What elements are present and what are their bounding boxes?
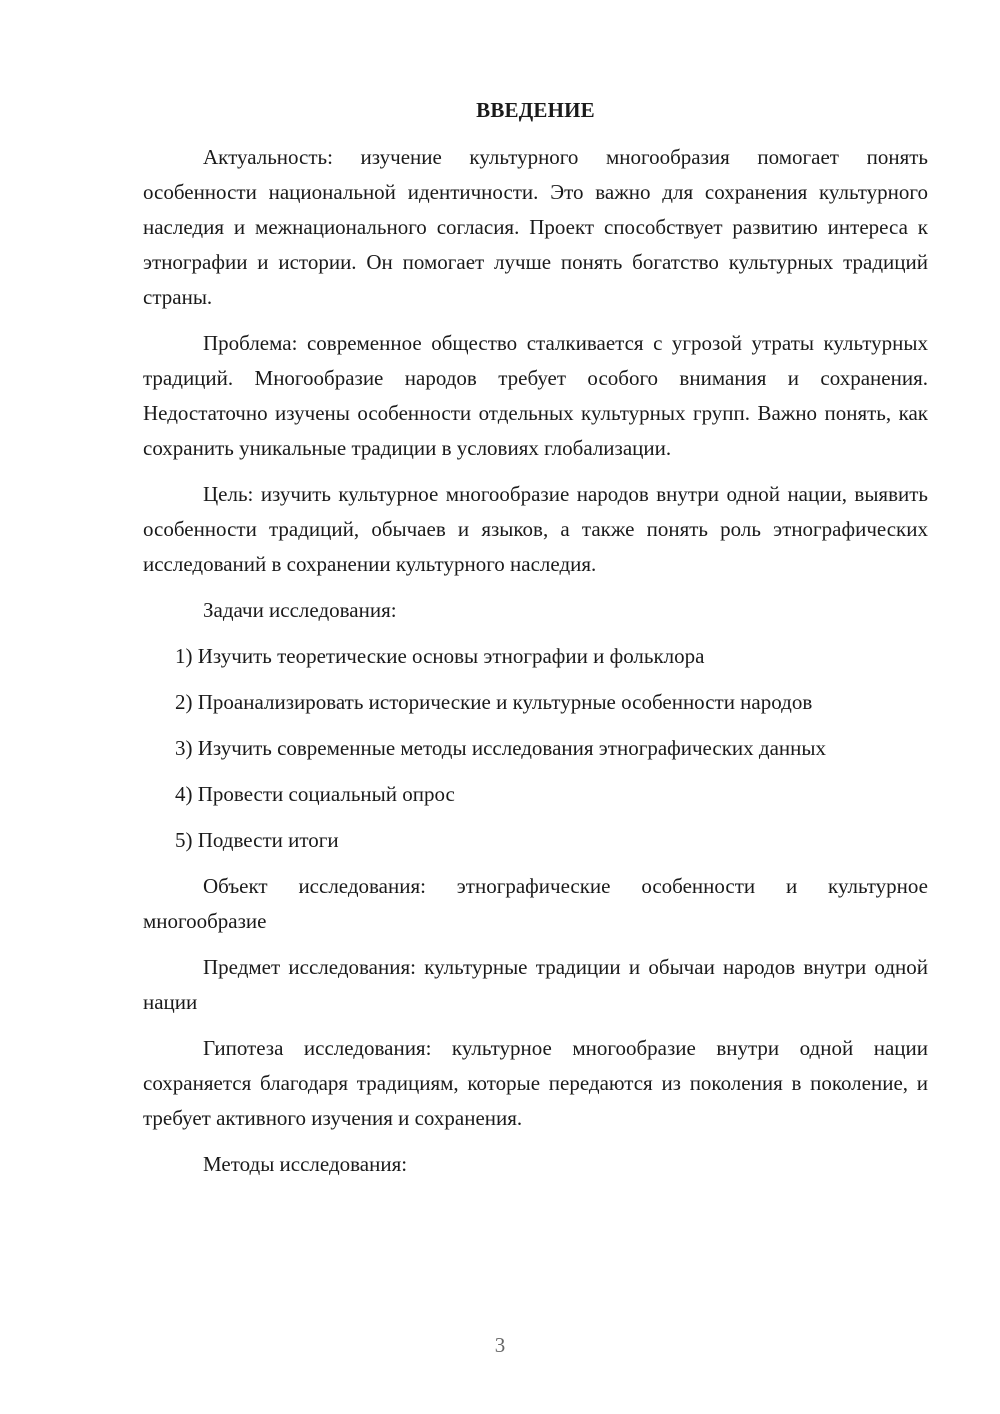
paragraph-hypothesis: Гипотеза исследования: культурное многообразие внутри одной нации сохраняется благодаря традициям, которые передаются из поколения в поколение, и требует активного изучения и сохранения. — [143, 1036, 928, 1130]
page-title: ВВЕДЕНИЕ — [476, 98, 595, 122]
paragraph-object: Объект исследования: этнографические особенности и культурное многообразие — [143, 874, 928, 933]
page-number: 3 — [494, 1333, 506, 1357]
task-item-3: 3) Изучить современные методы исследования этнографических данных — [175, 736, 826, 760]
task-item-5: 5) Подвести итоги — [175, 828, 339, 852]
paragraph-subject: Предмет исследования: культурные традиции и обычаи народов внутри одной нации — [143, 955, 928, 1014]
paragraph-goal: Цель: изучить культурное многообразие народов внутри одной нации, выявить особенности традиций, обычаев и языков, а также понять роль этнографических исследований в сохранении культурного наследия. — [143, 482, 928, 576]
paragraph-problem: Проблема: современное общество сталкивается с угрозой утраты культурных традиций. Многообразие народов требует особого внимания и сохранения. Недостаточно изучены особенности отдельных культурных групп. Важно понять, как сохранить уникальные традиции в условиях глобализации. — [143, 331, 928, 460]
task-item-1: 1) Изучить теоретические основы этнографии и фольклора — [175, 644, 705, 668]
task-item-4: 4) Провести социальный опрос — [175, 782, 455, 806]
page-content — [143, 93, 928, 1193]
task-item-2: 2) Проанализировать исторические и культурные особенности народов — [175, 690, 813, 714]
paragraph-relevance: Актуальность: изучение культурного многообразия помогает понять особенности национальной идентичности. Это важно для сохранения культурного наследия и межнационального согласия. Проект способствует развитию интереса к этнографии и истории. Он помогает лучше понять богатство культурных традиций страны. — [143, 145, 928, 309]
paragraph-tasks-heading: Задачи исследования: — [203, 598, 397, 622]
paragraph-methods: Методы исследования: — [203, 1152, 408, 1176]
